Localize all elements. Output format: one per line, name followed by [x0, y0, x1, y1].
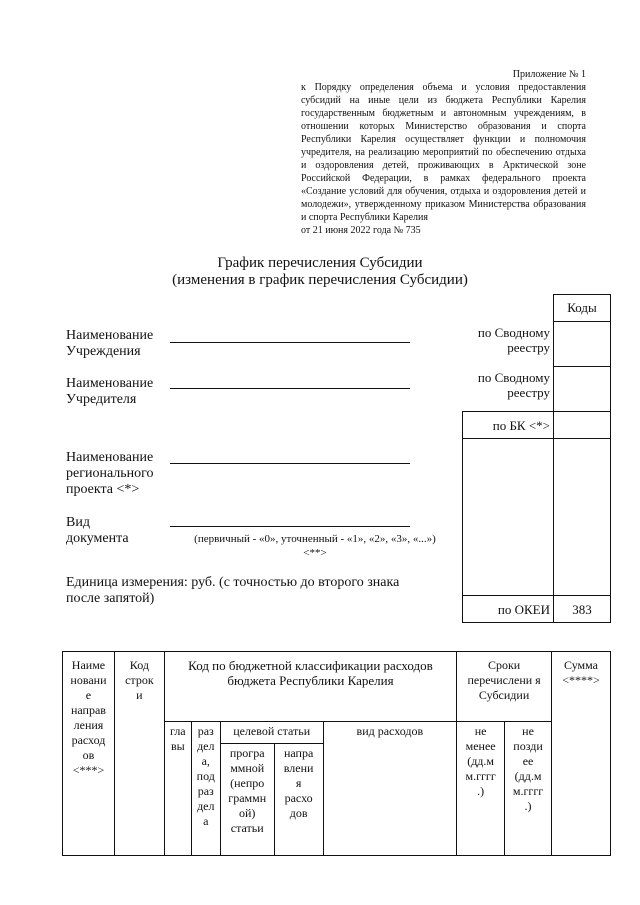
appendix-header	[301, 68, 586, 237]
svodny2-label: по Сводному реестру	[462, 366, 554, 412]
svodny2-code[interactable]	[553, 366, 611, 412]
okei-code: 383	[553, 595, 611, 623]
sub-target: целевой статьи	[220, 722, 323, 744]
sub-program: програ ммной (непро граммн ой) статьи	[220, 744, 274, 856]
appendix-text: к Порядку определения объема и условия предоставления субсидий на иные цели из бюджета Республики Карелия государственным бюджетным и автономным учреждениям, в отношении которых Министерство образования и спорта Республики Карелия осуществляет функции и полномочия учредителя, на реализацию мероприятий по обеспечению отдыха и оздоровления детей, проживающих в Арктической зоне Российской Федерации, в рамках федерального проекта «Создание условий для обучения, отдыха и оздоровления детей и молодежи», утвержденному приказом Министерства образования и спорта Республики Карелия	[301, 82, 586, 223]
sub-direction: напра влени я расхо дов	[274, 744, 323, 856]
unit-label: Единица измерения: руб. (с точностью до второго знака после запятой)	[66, 575, 400, 606]
appendix-date: от 21 июня 2022 года № 735	[301, 225, 421, 236]
col-name-header: Наиме новани е направ ления расход ов <***>	[63, 652, 115, 856]
col-sum-header: Сумма <****>	[552, 652, 611, 856]
institution-field[interactable]	[170, 342, 410, 343]
institution-label: Наименование Учреждения	[66, 328, 154, 359]
svodny1-label: по Сводному реестру	[462, 321, 554, 367]
doctype-field[interactable]	[170, 526, 410, 527]
svodny1-code[interactable]	[553, 321, 611, 367]
founder-label: Наименование Учредителя	[66, 376, 154, 407]
project-code-spacer	[462, 438, 554, 596]
appendix-title: Приложение № 1	[512, 69, 586, 80]
sub-glava: гла вы	[164, 722, 191, 856]
col-terms-header: Сроки перечислени я Субсидии	[457, 652, 552, 722]
title-line1: График перечисления Субсидии	[217, 255, 423, 271]
subsidy-schedule-table	[62, 651, 611, 856]
codes-header: Коды	[553, 294, 611, 322]
project-code[interactable]	[553, 438, 611, 596]
doctype-label: Вид документа	[66, 515, 129, 546]
sub-not-later: не позди ее (дд.м м.гггг .)	[505, 722, 552, 856]
sub-type: вид расходов	[323, 722, 457, 856]
founder-field[interactable]	[170, 388, 410, 389]
sub-razdel: раз дел а, под раз дел а	[191, 722, 220, 856]
bk-code[interactable]	[553, 411, 611, 439]
sub-not-earlier: не менее (дд.м м.гггг .)	[457, 722, 505, 856]
col-code-header: Код строк и	[114, 652, 164, 856]
document-title	[0, 255, 640, 289]
okei-label: по ОКЕИ	[462, 595, 554, 623]
col-bk-header: Код по бюджетной классификации расходов бюджета Республики Карелия	[164, 652, 456, 722]
title-line2: (изменения в график перечисления Субсидии)	[172, 272, 468, 288]
project-field[interactable]	[170, 463, 410, 464]
project-label: Наименование регионального проекта <*>	[66, 450, 154, 497]
doctype-hint: (первичный - «0», уточненный - «1», «2», «3», «...») <**>	[194, 533, 436, 559]
bk-label: по БК <*>	[462, 411, 554, 439]
